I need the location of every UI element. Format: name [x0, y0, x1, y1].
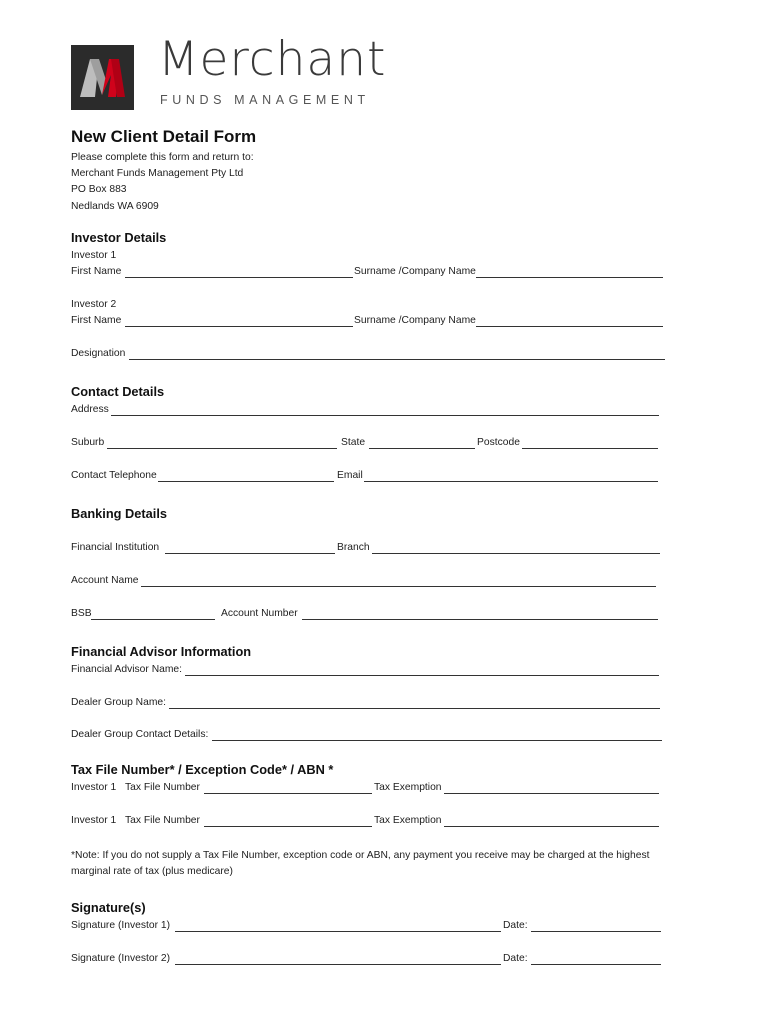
advisor-name-field[interactable]: [185, 675, 659, 676]
email-field[interactable]: [364, 481, 658, 482]
section-advisor-heading: Financial Advisor Information: [71, 644, 252, 659]
postcode-label: Postcode: [477, 437, 520, 448]
signature2-label: Signature (Investor 2): [71, 953, 171, 964]
section-signature-heading: Signature(s): [71, 900, 146, 915]
tfn-label: Tax File Number: [125, 782, 200, 793]
signature2-field[interactable]: [175, 964, 501, 965]
tax-row-2: [71, 816, 671, 830]
account-name-row: [71, 576, 671, 590]
investor2-name-row: [71, 316, 671, 330]
dealer-group-label: Dealer Group Name:: [71, 697, 166, 708]
tax-note-line-1: *Note: If you do not supply a Tax File Number, exception code or ABN, any payment you receive may be charged at the highest: [71, 850, 650, 861]
dealer-group-field[interactable]: [169, 708, 660, 709]
telephone-label: Contact Telephone: [71, 470, 157, 481]
postcode-field[interactable]: [522, 448, 658, 449]
exemption-field-2[interactable]: [444, 826, 659, 827]
merchant-logo-mark: [71, 45, 134, 110]
signature-row-2: [71, 954, 671, 968]
email-label: Email: [337, 470, 363, 481]
address-row: [71, 405, 671, 419]
exemption-label: Tax Exemption: [374, 782, 442, 793]
brand-subtitle: FUNDS MANAGEMENT: [160, 93, 370, 107]
branch-label: Branch: [337, 542, 370, 553]
tax-investor-label: Investor 1: [71, 815, 117, 826]
account-number-field[interactable]: [302, 619, 658, 620]
page-title: New Client Detail Form: [71, 127, 257, 146]
brand-name: Merchant: [158, 32, 387, 87]
bsb-label: BSB: [71, 608, 92, 619]
dealer-contact-label: Dealer Group Contact Details:: [71, 729, 209, 740]
return-suburb: Nedlands WA 6909: [71, 201, 159, 212]
investor1-first-name-field[interactable]: [125, 277, 353, 278]
address-field[interactable]: [111, 415, 659, 416]
advisor-name-row: [71, 665, 671, 679]
investor1-label: Investor 1: [71, 250, 117, 261]
designation-field[interactable]: [129, 359, 665, 360]
signature1-field[interactable]: [175, 931, 501, 932]
investor1-surname-field[interactable]: [476, 277, 663, 278]
institution-row: [71, 543, 671, 557]
bsb-field[interactable]: [91, 619, 215, 620]
signature-row-1: [71, 921, 671, 935]
account-number-label: Account Number: [221, 608, 298, 619]
tax-row-1: [71, 783, 671, 797]
account-name-field[interactable]: [141, 586, 656, 587]
return-po-box: PO Box 883: [71, 184, 127, 195]
tfn-label: Tax File Number: [125, 815, 200, 826]
telephone-field[interactable]: [158, 481, 334, 482]
address-label: Address: [71, 404, 109, 415]
account-name-label: Account Name: [71, 575, 139, 586]
institution-field[interactable]: [165, 553, 335, 554]
branch-field[interactable]: [372, 553, 660, 554]
date-label: Date:: [503, 920, 528, 931]
date1-field[interactable]: [531, 931, 661, 932]
designation-row: [71, 349, 671, 363]
exemption-field-1[interactable]: [444, 793, 659, 794]
state-label: State: [341, 437, 366, 448]
return-company: Merchant Funds Management Pty Ltd: [71, 168, 244, 179]
section-tax-heading: Tax File Number* / Exception Code* / ABN *: [71, 762, 334, 777]
date-label: Date:: [503, 953, 528, 964]
tax-investor-label: Investor 1: [71, 782, 117, 793]
date2-field[interactable]: [531, 964, 661, 965]
suburb-row: [71, 438, 671, 452]
investor1-name-row: [71, 267, 671, 281]
signature1-label: Signature (Investor 1): [71, 920, 171, 931]
section-contact-heading: Contact Details: [71, 384, 165, 399]
surname-label: Surname /Company Name: [354, 315, 476, 326]
bsb-row: [71, 609, 671, 623]
dealer-group-row: [71, 698, 671, 712]
suburb-label: Suburb: [71, 437, 105, 448]
first-name-label: First Name: [71, 266, 122, 277]
tfn-field-2[interactable]: [204, 826, 372, 827]
investor2-surname-field[interactable]: [476, 326, 663, 327]
advisor-name-label: Financial Advisor Name:: [71, 664, 183, 675]
tax-note-line-2: marginal rate of tax (plus medicare): [71, 866, 233, 877]
exemption-label: Tax Exemption: [374, 815, 442, 826]
section-banking-heading: Banking Details: [71, 506, 168, 521]
investor2-first-name-field[interactable]: [125, 326, 353, 327]
first-name-label: First Name: [71, 315, 122, 326]
section-investor-heading: Investor Details: [71, 230, 167, 245]
institution-label: Financial Institution: [71, 542, 160, 553]
telephone-email-row: [71, 471, 671, 485]
suburb-field[interactable]: [107, 448, 337, 449]
tfn-field-1[interactable]: [204, 793, 372, 794]
surname-label: Surname /Company Name: [354, 266, 476, 277]
designation-label: Designation: [71, 348, 126, 359]
state-field[interactable]: [369, 448, 475, 449]
dealer-contact-field[interactable]: [212, 740, 662, 741]
return-instruction: Please complete this form and return to:: [71, 152, 254, 163]
dealer-contact-row: [71, 730, 671, 744]
tax-note: [71, 848, 671, 880]
investor2-label: Investor 2: [71, 299, 117, 310]
